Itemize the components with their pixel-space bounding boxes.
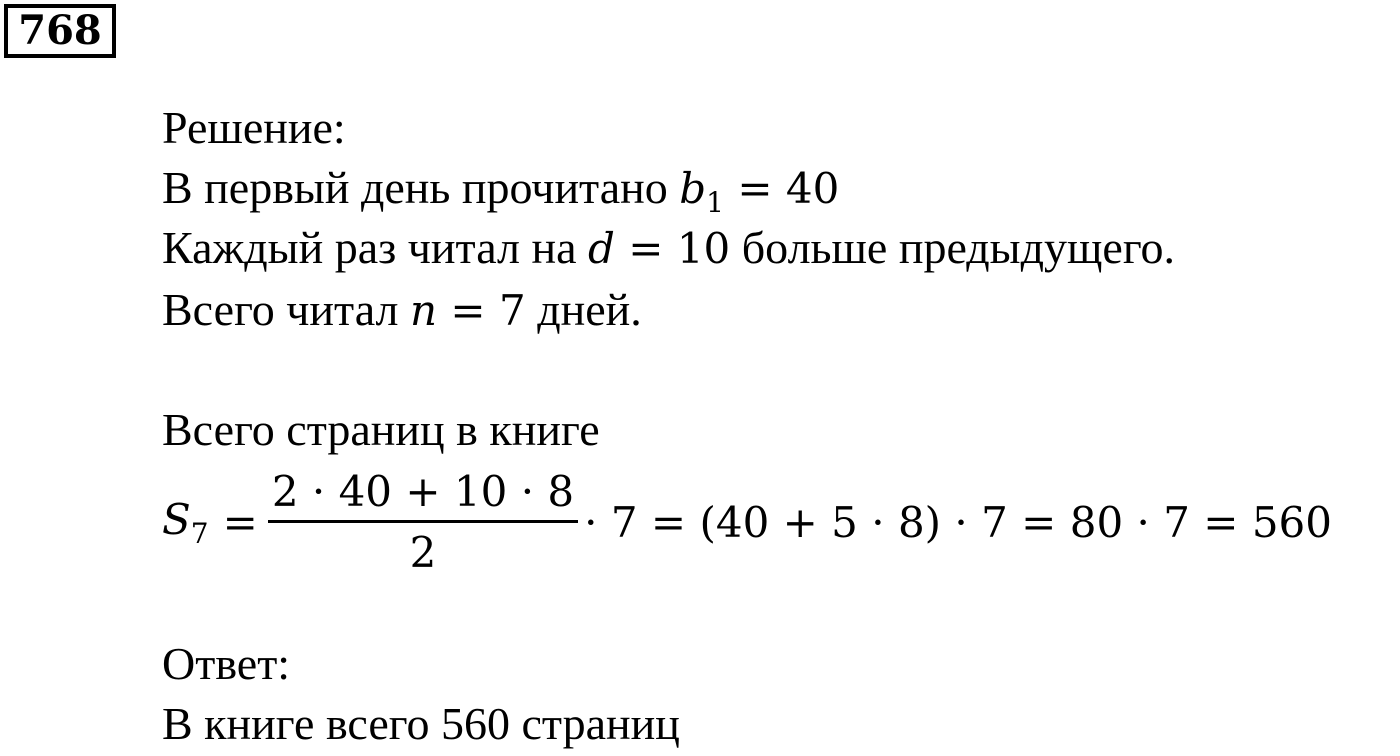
given-first-day-value: = 40: [737, 164, 840, 213]
given-days-math: [410, 286, 526, 335]
var-s-sub: 7: [190, 516, 209, 550]
given-difference-tail: больше предыдущего.: [741, 222, 1176, 273]
given-days-text: Всего читал: [162, 284, 399, 335]
sum-formula: [162, 462, 1332, 582]
given-first-day-text: В первый день прочитано: [162, 162, 668, 213]
answer-label: Ответ:: [162, 638, 291, 689]
var-s: S: [162, 494, 191, 544]
given-days: [162, 282, 642, 339]
given-difference-value: = 10: [628, 224, 731, 273]
formula-equals: =: [222, 497, 258, 547]
given-difference: [162, 220, 1175, 277]
var-b: b: [679, 164, 707, 213]
var-b-sub: 1: [706, 186, 724, 219]
solution-label: Решение:: [162, 102, 346, 153]
answer-text: В книге всего 560 страниц: [162, 698, 680, 749]
pages-label: Всего страниц в книге: [162, 404, 600, 455]
given-difference-math: [588, 224, 730, 273]
formula-tail: · 7 = (40 + 5 · 8) · 7 = 80 · 7 = 560: [584, 497, 1332, 547]
formula-fraction: [268, 468, 578, 577]
given-days-tail: дней.: [537, 284, 642, 335]
given-first-day-math: [679, 164, 840, 219]
given-difference-text: Каждый раз читал на: [162, 222, 577, 273]
problem-number: 768: [4, 4, 116, 58]
fraction-numerator: 2 · 40 + 10 · 8: [268, 468, 578, 523]
given-days-value: = 7: [450, 286, 526, 335]
var-d: d: [588, 224, 615, 273]
fraction-denominator: 2: [409, 527, 437, 577]
var-n: n: [410, 286, 438, 335]
formula-lhs: [162, 495, 209, 550]
